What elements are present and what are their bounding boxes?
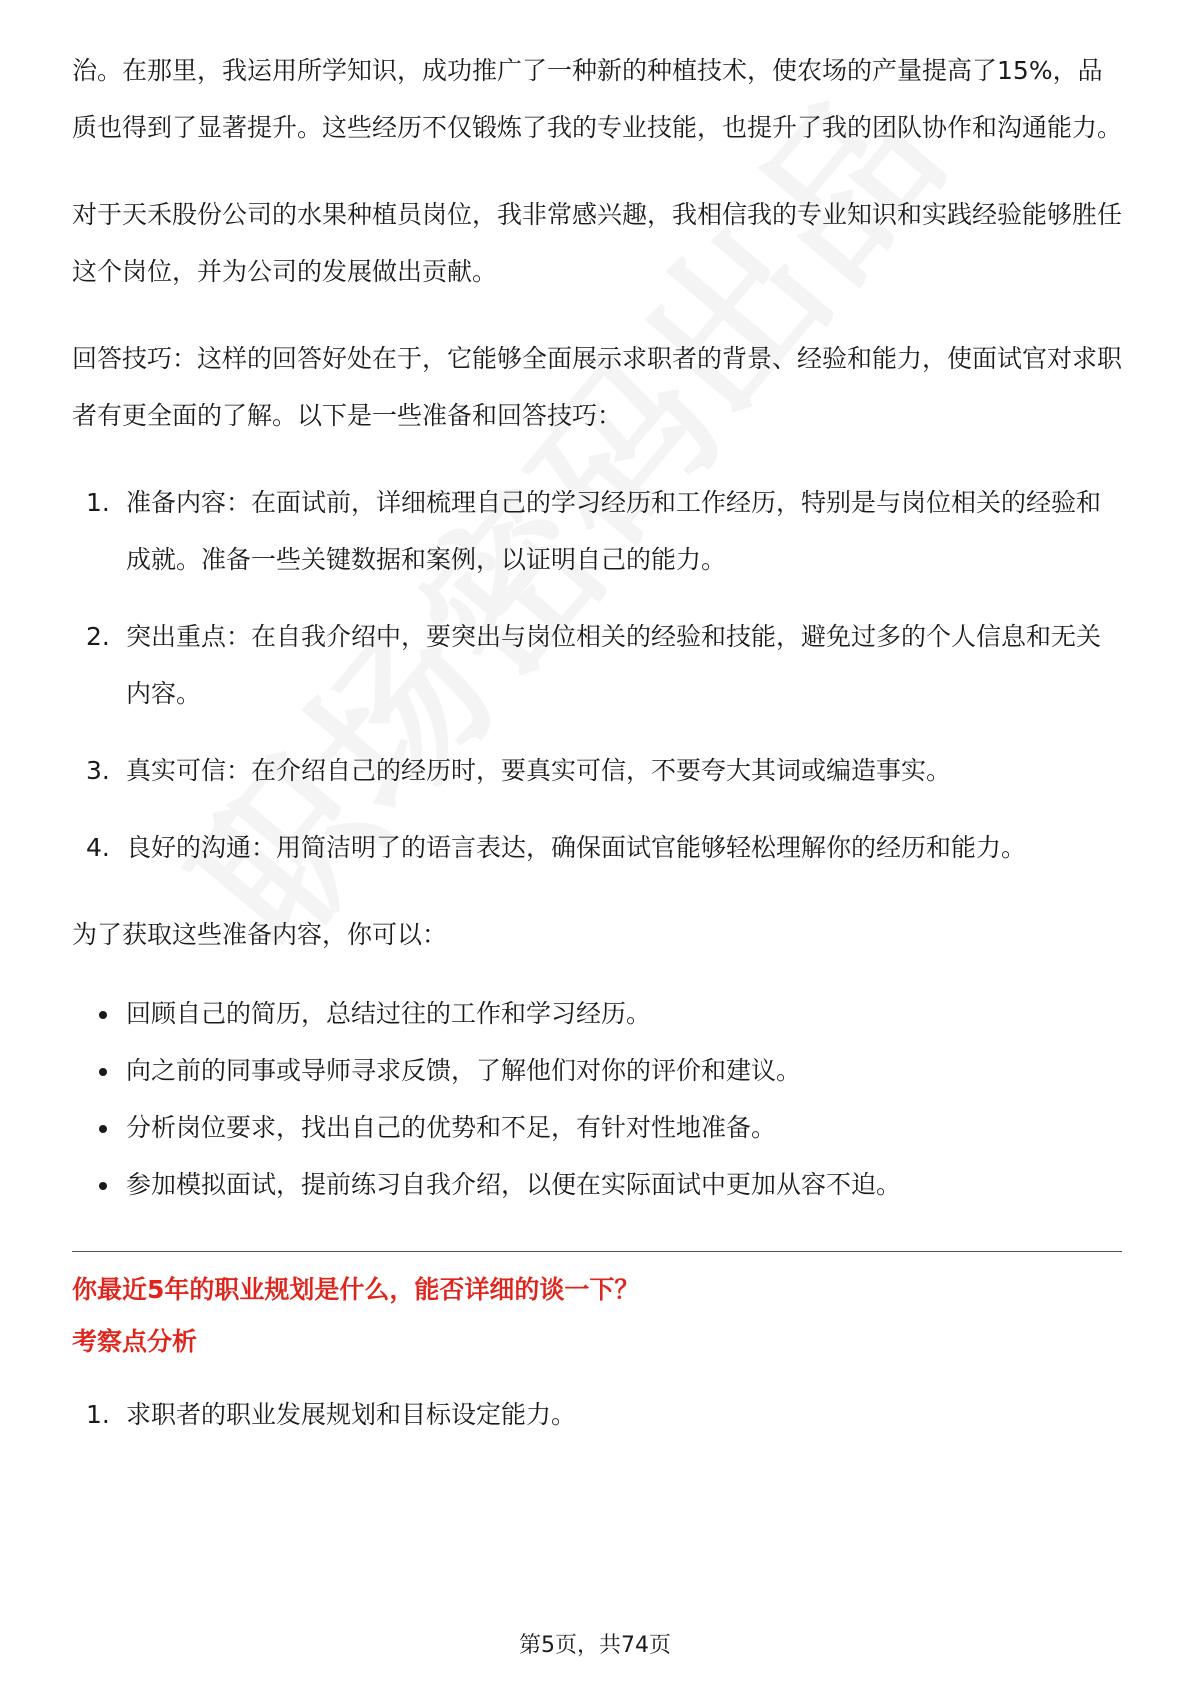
list-number: 2.	[86, 622, 110, 651]
list-item	[72, 474, 1122, 588]
list-item-text: 参加模拟面试，提前练习自我介绍，以便在实际面试中更加从容不迫。	[126, 1170, 902, 1199]
analysis-heading: 考察点分析	[72, 1327, 198, 1356]
paragraph-answer-tips: 回答技巧：这样的回答好处在于，它能够全面展示求职者的背景、经验和能力，使面试官对求职者有更全面的了解。以下是一些准备和回答技巧：	[72, 344, 1123, 430]
list-item-text: 求职者的职业发展规划和目标设定能力。	[126, 1400, 577, 1429]
list-number: 1.	[86, 1400, 110, 1429]
list-item	[72, 608, 1122, 722]
paragraph-experience: 治。在那里，我运用所学知识，成功推广了一种新的种植技术，使农场的产量提高了15%，品质也得到了显著提升。这些经历不仅锻炼了我的专业技能，也提升了我的团队协作和沟通能力。	[72, 56, 1123, 142]
document-content	[72, 42, 1122, 1443]
list-item-text: 良好的沟通：用简洁明了的语言表达，确保面试官能够轻松理解你的经历和能力。	[126, 833, 1027, 862]
list-item	[72, 985, 1122, 1042]
bullet-icon	[99, 1182, 107, 1190]
analysis-points-list	[72, 1386, 1122, 1443]
list-number: 1.	[86, 488, 110, 517]
list-item-text: 准备内容：在面试前，详细梳理自己的学习经历和工作经历，特别是与岗位相关的经验和成就。准备一些关键数据和案例，以证明自己的能力。	[126, 488, 1102, 574]
bullet-icon	[99, 1068, 107, 1076]
list-item	[72, 1386, 1122, 1443]
section-divider	[72, 1251, 1122, 1252]
list-item-text: 向之前的同事或导师寻求反馈，了解他们对你的评价和建议。	[126, 1056, 802, 1085]
tips-list	[72, 474, 1122, 876]
list-item	[72, 1042, 1122, 1099]
list-item	[72, 819, 1122, 876]
bullet-icon	[99, 1011, 107, 1019]
list-item-text: 分析岗位要求，找出自己的优势和不足，有针对性地准备。	[126, 1113, 777, 1142]
list-item-text: 真实可信：在介绍自己的经历时，要真实可信，不要夸大其词或编造事实。	[126, 756, 952, 785]
list-item-text: 回顾自己的简历，总结过往的工作和学习经历。	[126, 999, 652, 1028]
list-item-text: 突出重点：在自我介绍中，要突出与岗位相关的经验和技能，避免过多的个人信息和无关内容。	[126, 622, 1102, 708]
list-number: 4.	[86, 833, 110, 862]
paragraph-interest: 对于天禾股份公司的水果种植员岗位，我非常感兴趣，我相信我的专业知识和实践经验能够胜任这个岗位，并为公司的发展做出贡献。	[72, 200, 1123, 286]
question-title: 你最近5年的职业规划是什么，能否详细的谈一下？	[72, 1275, 640, 1304]
page-footer: 第5页，共74页	[519, 1633, 671, 1658]
paragraph-prep-intro: 为了获取这些准备内容，你可以：	[72, 920, 448, 949]
list-item	[72, 1099, 1122, 1156]
prep-list	[72, 985, 1122, 1213]
list-item	[72, 1156, 1122, 1213]
list-number: 3.	[86, 756, 110, 785]
list-item	[72, 742, 1122, 799]
bullet-icon	[99, 1125, 107, 1133]
